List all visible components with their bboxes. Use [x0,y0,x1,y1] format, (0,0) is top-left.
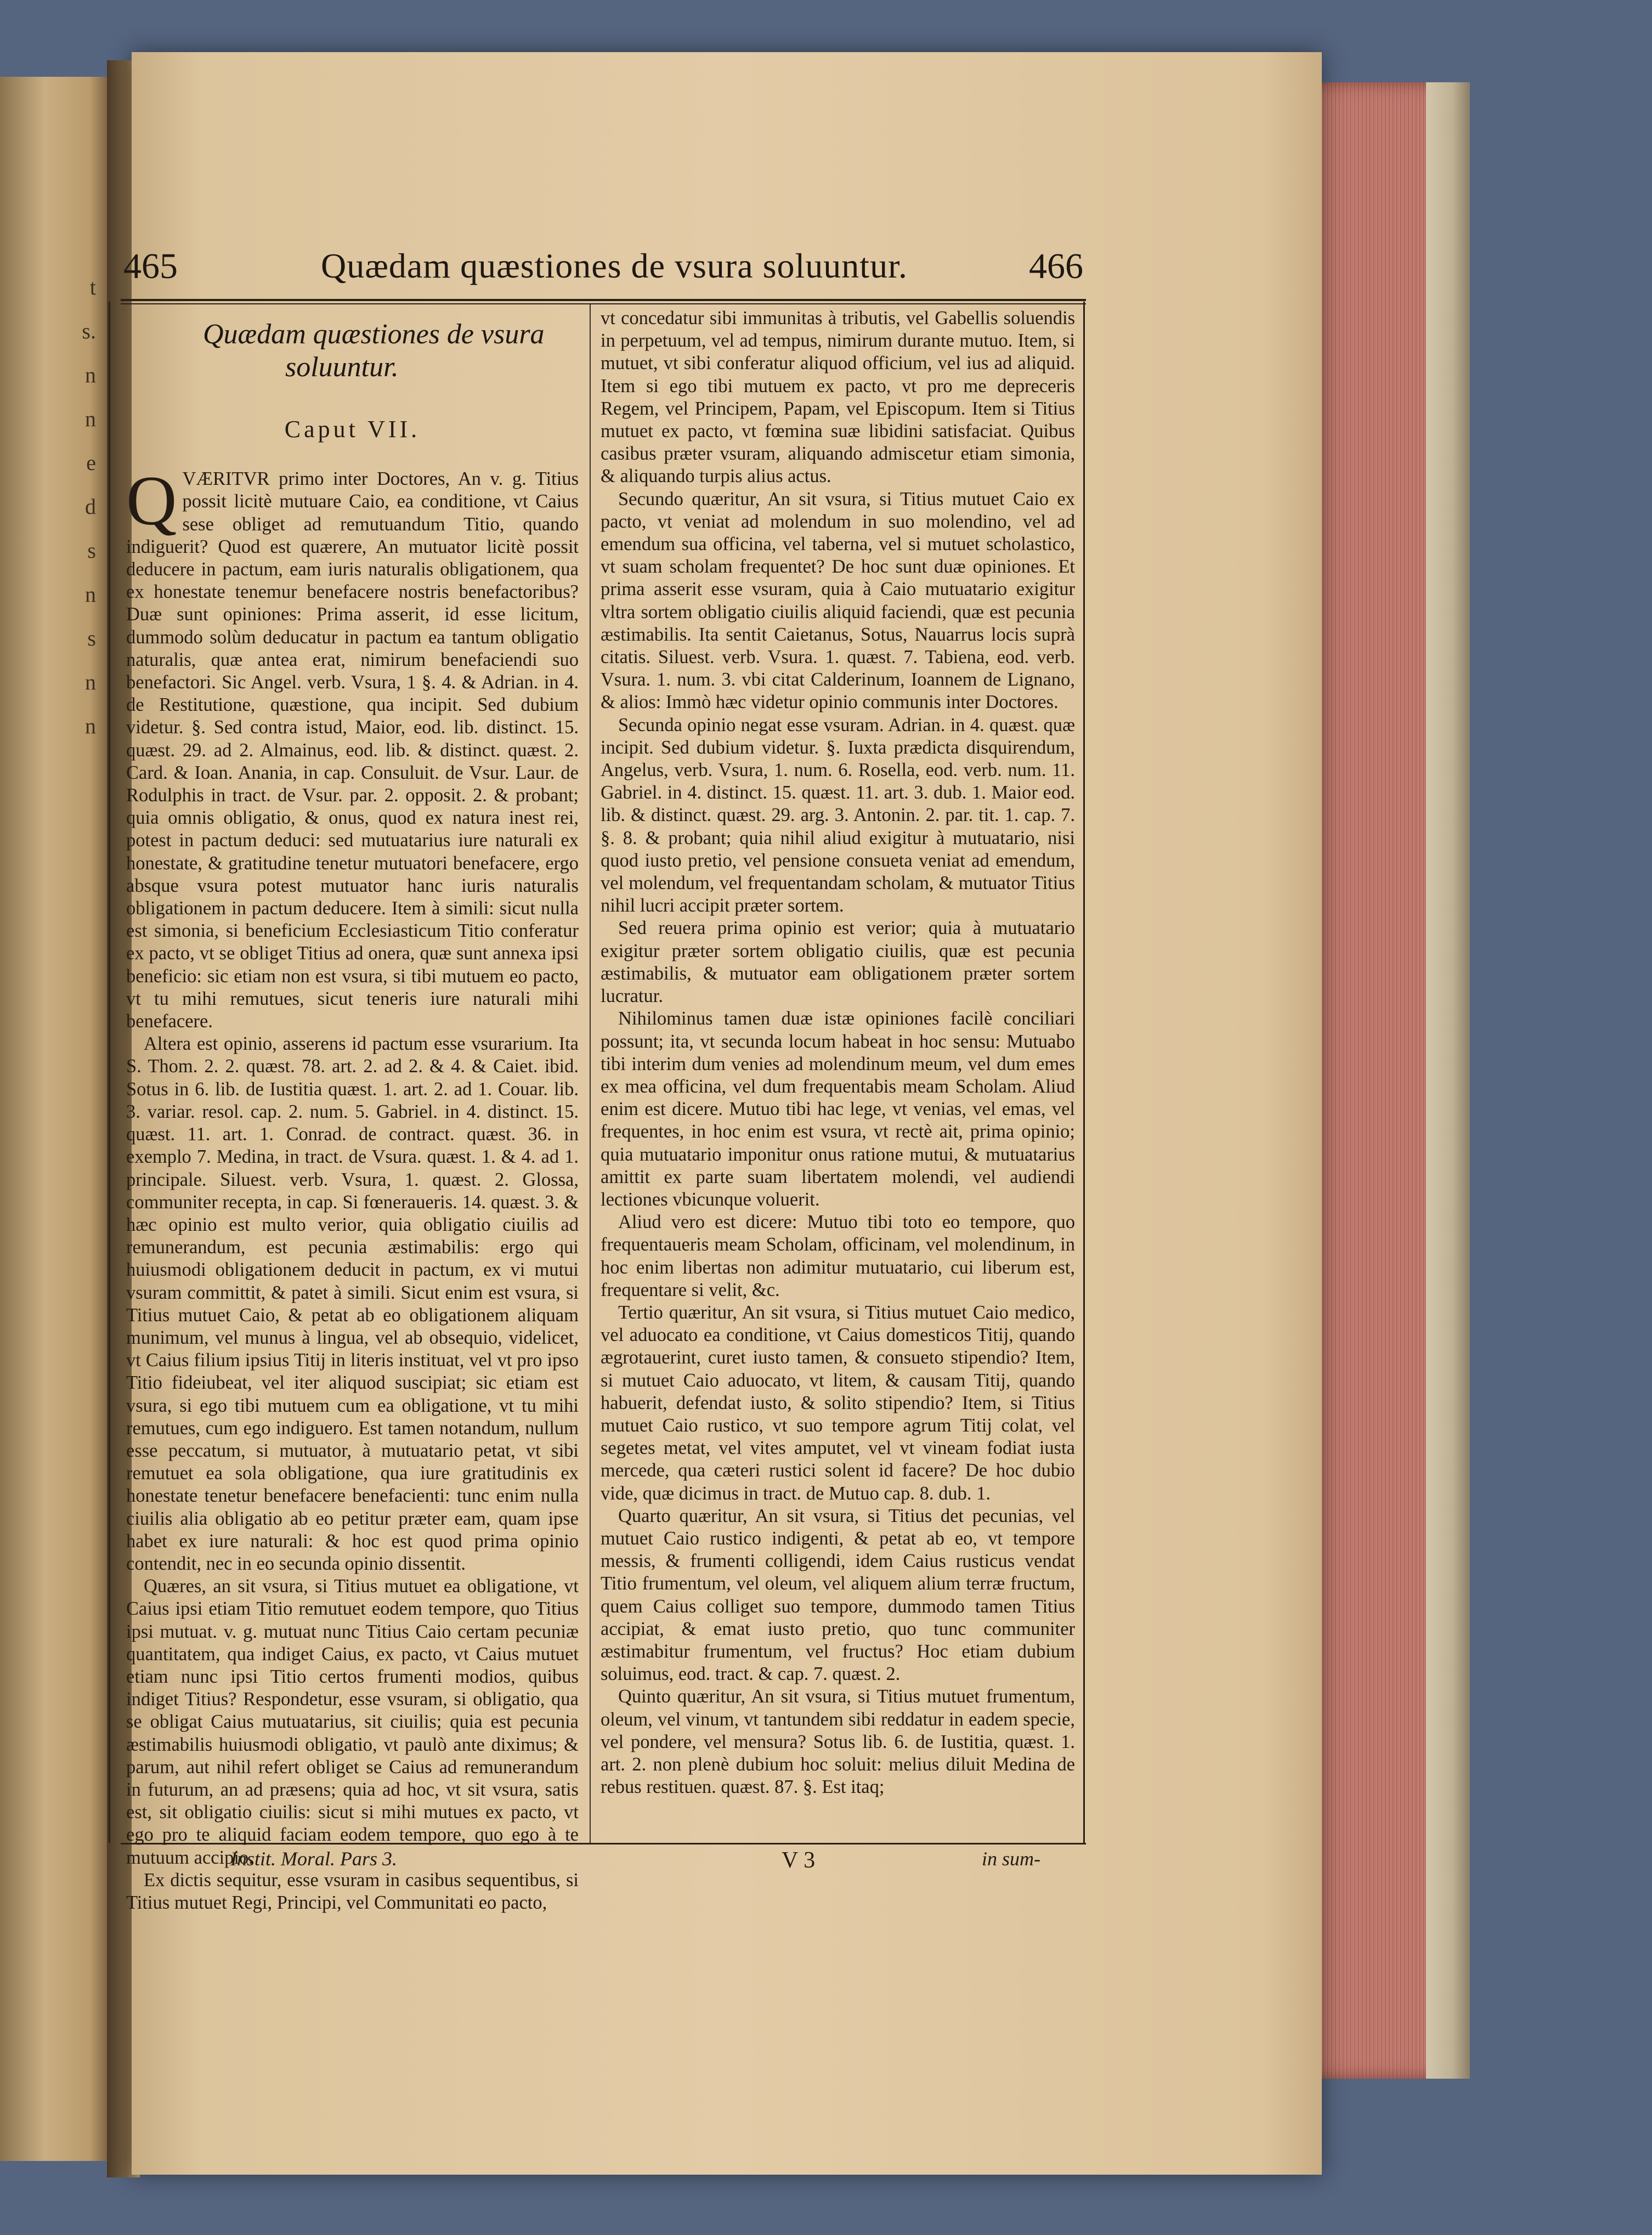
paragraph: Ex dictis sequitur, esse vsuram in casibus sequentibus, si Titius mutuet Regi, Principi, vel Communitati eo pacto, [126,1869,579,1913]
paragraph: Secundo quæritur, An sit vsura, si Titius mutuet Caio ex pacto, vt veniat ad molendum in suo molendino, vel ad emendum sua officina, vel taberna, vel si mutuet scholastico, vt suam scholam frequentet? De hoc sunt duæ opiniones. Et prima asserit esse vsuram, quia à Caio mutuatario exigitur vltra sortem obligatio ciuilis aliquid faciendi, quæ est pecunia æstimabilis. Ita sentit Caietanus, Sotus, Nauarrus locis suprà citatis. Siluest. verb. Vsura. 1. quæst. 7. Tabiena, eod. verb. Vsura. 1. num. 3. vbi citat Calderinum, Ioannem de Lignano, & alios: Immò hæc videtur opinio communis inter Doctores. [601,488,1075,713]
drop-cap: Q [126,462,177,540]
left-column [126,307,579,1914]
paragraph: Nihilominus tamen duæ istæ opiniones facilè conciliari possunt; ita, vt secunda locum habeat in hoc sensu: Mutuabo tibi interim dum venies ad molendinum meum, vel dum emes ex mea officina, vel dum frequentabis meam Scholam. Aliud enim est dicere. Mutuo tibi hac lege, vt venias, vel emas, vel frequentes, in hoc enim est vsura, vt rectè ait, prima opinio; quia mutuatario imponitur onus ratione mutui, & mutuatarius amittit ex parte suam libertatem molendi, vel audiendi lectiones vbicunque voluerit. [601,1008,1075,1210]
book-board [1426,82,1470,2079]
paragraph-text: VÆRITVR primo inter Doctores, An v. g. Titius possit licitè mutuare Caio, ea conditione, vt Caius sese obliget ad remutuandum Titio, quando indiguerit? Quod est quærere, An mutuator licitè possit deducere in pactum, eam iuris naturalis obligationem, qua ex honestate tenemur benefacere nostris benefactoribus? Duæ sunt opiniones: Prima asserit, id esse licitum, dummodo solùm deducatur in pactum ea tantum obligatio naturalis, quæ antea erat, nimirum benefaciendi suo benefactori. Sic Angel. verb. Vsura, 1 §. 4. & Adrian. in 4. de Restitutione, quæstione, qua incipit. Sed dubium videtur. §. Sed contra istud, Maior, eod. lib. distinct. 15. quæst. 29. ad 2. Almainus, eod. lib. & distinct. quæst. 2. Card. & Ioan. Anania, in cap. Consuluit. de Vsur. Laur. de Rodulphis in tract. de Vsur. par. 2. opposit. 2. & probant; quia omnis obligatio, & onus, quod ex natura inest rei, potest in pactum deduci: sed mutuatarius iure naturali ex honestate, & gratitudine tenetur mutuatori benefacere, ergo absque vsura potest mutuator hanc iuris naturalis obligationem in pactum deducere. Item à simili: sicut nulla est simonia, si beneficium Ecclesiasticum Titio conferatur ex pacto, vt se obliget Titius ad onera, quæ sunt annexa ipsi beneficio: sic etiam non est vsura, si tibi mutuem eo pacto, vt tu mihi remutues, sicut teneris iure naturali mihi benefacere. [126,468,579,1032]
column-divider [590,304,591,1843]
left-page-fragment: n [85,406,96,431]
left-page-edge [0,77,112,2161]
paragraph: Secunda opinio negat esse vsuram. Adrian. in 4. quæst. quæ incipit. Sed dubium videtur. §. Iuxta prædicta disquirendum, Angelus, verb. Vsura, 1. num. 6. Rosella, eod. verb. num. 11. Gabriel. in 4. distinct. 15. quæst. 11. art. 3. dub. 1. Maior eod. lib. & distinct. quæst. 29. arg. 3. Antonin. 2. par. tit. 1. cap. 7. §. 8. & probant; quia nihil aliud exigitur à mutuatario, nisi quod iusto pretio, vel pensione consueta veniat ad emendum, vel molendum, vel frequentandam scholam, & mutuator Titius nihil lucri accipit præter sortem. [601,714,1075,916]
chapter-label: Caput VII. [284,416,421,443]
paragraph: Aliud vero est dicere: Mutuo tibi toto eo tempore, quo frequentaueris meam Scholam, officinam, vel molendinum, in hoc enim libertas non adimitur mutuatario, cui liberum est, frequentare si velit, &c. [601,1212,1075,1300]
chapter-title-line: soluuntur. [285,352,399,383]
left-page-fragment: t [89,275,96,299]
catchword: in sum- [982,1848,1040,1870]
paragraph: Sed reuera prima opinio est verior; quia à mutuatario exigitur præter sortem obligatio ciuilis, quæ est pecunia æstimabilis, & mutuator eam obligationem præter sortem lucratur. [601,918,1075,1007]
left-page-fragment: n [85,363,96,387]
paragraph: Quinto quæritur, An sit vsura, si Titius mutuet frumentum, oleum, vel vinum, vt tantundem sibi reddatur in eadem specie, vel pondere, vel mensura? Sotus lib. 6. de Iustitia, quæst. 1. art. 2. non plenè dubium hoc soluit: melius diluit Medina de rebus restituen. quæst. 87. §. Est itaq; [601,1686,1075,1798]
running-title: Quædam quæstiones de vsura soluuntur. [321,246,908,285]
left-page-fragment: n [85,670,96,694]
paragraph: Quæres, an sit vsura, si Titius mutuet ea obligatione, vt Caius ipsi etiam Titio remutuet eodem tempore, quo Titius ipsi mutuat. v. g. mutuat nunc Titius Caio certam pecuniæ quantitatem, qua indiget Caius, ex pacto, vt Caius mutuet etiam nunc ipsi Titio certos frumenti modios, quibus indiget Titius? Respondetur, esse vsuram, si obligatio, qua se obligat Caius mutuatarius, sit ciuilis; quia est pecunia æstimabilis huiusmodi obligatio, vt paulò ante diximus; & parum, aut nihil refert obliget se Caius ad remunerandum in futurum, an ad præsens; quia ad hoc, vt sit vsura, satis est, sit obligatio ciuilis: sicut si mihi mutues ex pacto, vt ego pro te aliquid faciam eodem tempore, quo ego à te mutuum accipio. [126,1576,579,1868]
paragraph: Tertio quæritur, An sit vsura, si Titius mutuet Caio medico, vel aduocato ea conditione, vt Caius domesticos Titij, quando ægrotauerint, curet iusto tamen, & consueto stipendio? Item, si mutuet Caio aduocato, vt litem, & causam Titij, quando habuerit, defendat iusto, & solito stipendio? Item, si Titius mutuet Caio rustico, vt suo tempore agrum Titij colat, vel segetes metat, vel vites amputet, vel vt vineam fodiat iusta mercede, qua cæteri rustici solent id facere? De hoc dubio vide, quæ dicimus in tract. de Mutuo cap. 8. dub. 1. [601,1302,1075,1504]
frame-left-rule [109,302,110,1843]
right-column [601,307,1075,1798]
signature-line: Instit. Moral. Pars 3. [230,1848,398,1870]
left-page-fragment: d [85,494,96,519]
left-page-fragment: n [85,582,96,607]
left-page-fragment: s [87,538,96,563]
chapter-title [203,318,579,384]
paragraph: Quarto quæritur, An sit vsura, si Titius det pecunias, vel mutuet Caio rustico indigenti, & petat ab eo, vt tempore messis, & frumenti colligendi, idem Caius rusticus vendat Titio frumentum, vel oleum, vel aliquem alium terræ fructum, quem Caius colliget suo tempore, dummodo tamen Titius accipiat, & emat iusto pretio, quo tunc communiter æstimabitur frumentum, vel fructus? Hoc etiam dubium soluimus, eod. tract. & cap. 7. quæst. 2. [601,1505,1075,1685]
chapter-title-line: Quædam quæstiones de vsura [203,319,545,350]
paragraph: vt concedatur sibi immunitas à tributis, vel Gabellis soluendis in perpetuum, vel ad tempus, nimirum durante mutuo. Item, si mutuet, vt sibi conferatur aliquod officium, vel ius ad aliquid. Item si ego tibi mutuem ex pacto, vt pro me depreceris Regem, vel Principem, Papam, vel Episcopum. Item si Titius mutuet ex pacto, vt fœmina suæ libidini satisfaciat. Quibus casibus præter vsuram, aliquando admiscetur etiam simonia, & aliquando turpis alius actus. [601,308,1075,487]
left-page-fragment: n [85,714,96,738]
left-page-fragment: e [86,450,96,475]
frame-right-rule [1083,302,1085,1843]
page-header [123,246,1083,295]
paragraph: Altera est opinio, asserens id pactum esse vsurarium. Ita S. Thom. 2. 2. quæst. 78. art. 2. ad 2. & 4. & Caiet. ibid. Sotus in 6. lib. de Iustitia quæst. 1. art. 2. ad 1. Couar. lib. 3. variar. resol. cap. 2. num. 5. Gabriel. in 4. distinct. 15. quæst. 11. art. 1. Conrad. de contract. quæst. 36. in exemplo 7. Medina, in tract. de Vsura. quæst. 1. & 4. ad 1. principale. Siluest. verb. Vsura, 1. quæst. 2. Glossa, communiter recepta, in cap. Si fœneraueris. 14. quæst. 3. & hæc opinio est multo verior, quia obligatio ciuilis ad remunerandum, est pecunia æstimabilis: ergo qui huiusmodi obligationem deducit in pactum, ex vi mutui vsuram committit, & patet à simili. Sicut enim est vsura, si Titius mutuet Caio, & petat ab eo obligationem aliquam munimum, vel munus à lingua, vel ab obsequio, videlicet, vt Caius filium ipsius Titij in literis instituat, vel vt pro ipso Titio fideiubeat, vel iter aliquod suscipiat; sic etiam est vsura, si ego tibi mutuem cum ea obligatione, vt tu mihi remutues, cum ego indiguero. Est tamen notandum, nullum esse peccatum, si mutuator, à mutuatario petat, vt sibi remutuet ea sola obligatione, qua iure gratitudinis ex honestate tenetur benefacere benefacienti: tunc enim nulla ciuilis alia obligatio ab eo petitur præter eam, quam ipse habet ex iure naturali: & hoc est quod prima opinio contendit, nec in eo secunda opinio dissentit. [126,1033,579,1574]
left-page-fragment: s [87,626,96,650]
paragraph [126,462,579,1033]
right-page-number: 466 [1029,246,1083,286]
left-page-fragment: s. [82,319,96,343]
header-rule-thin [121,303,1086,304]
left-page-number: 465 [123,246,178,286]
header-rule [121,299,1086,301]
quire-mark: V 3 [782,1848,816,1873]
